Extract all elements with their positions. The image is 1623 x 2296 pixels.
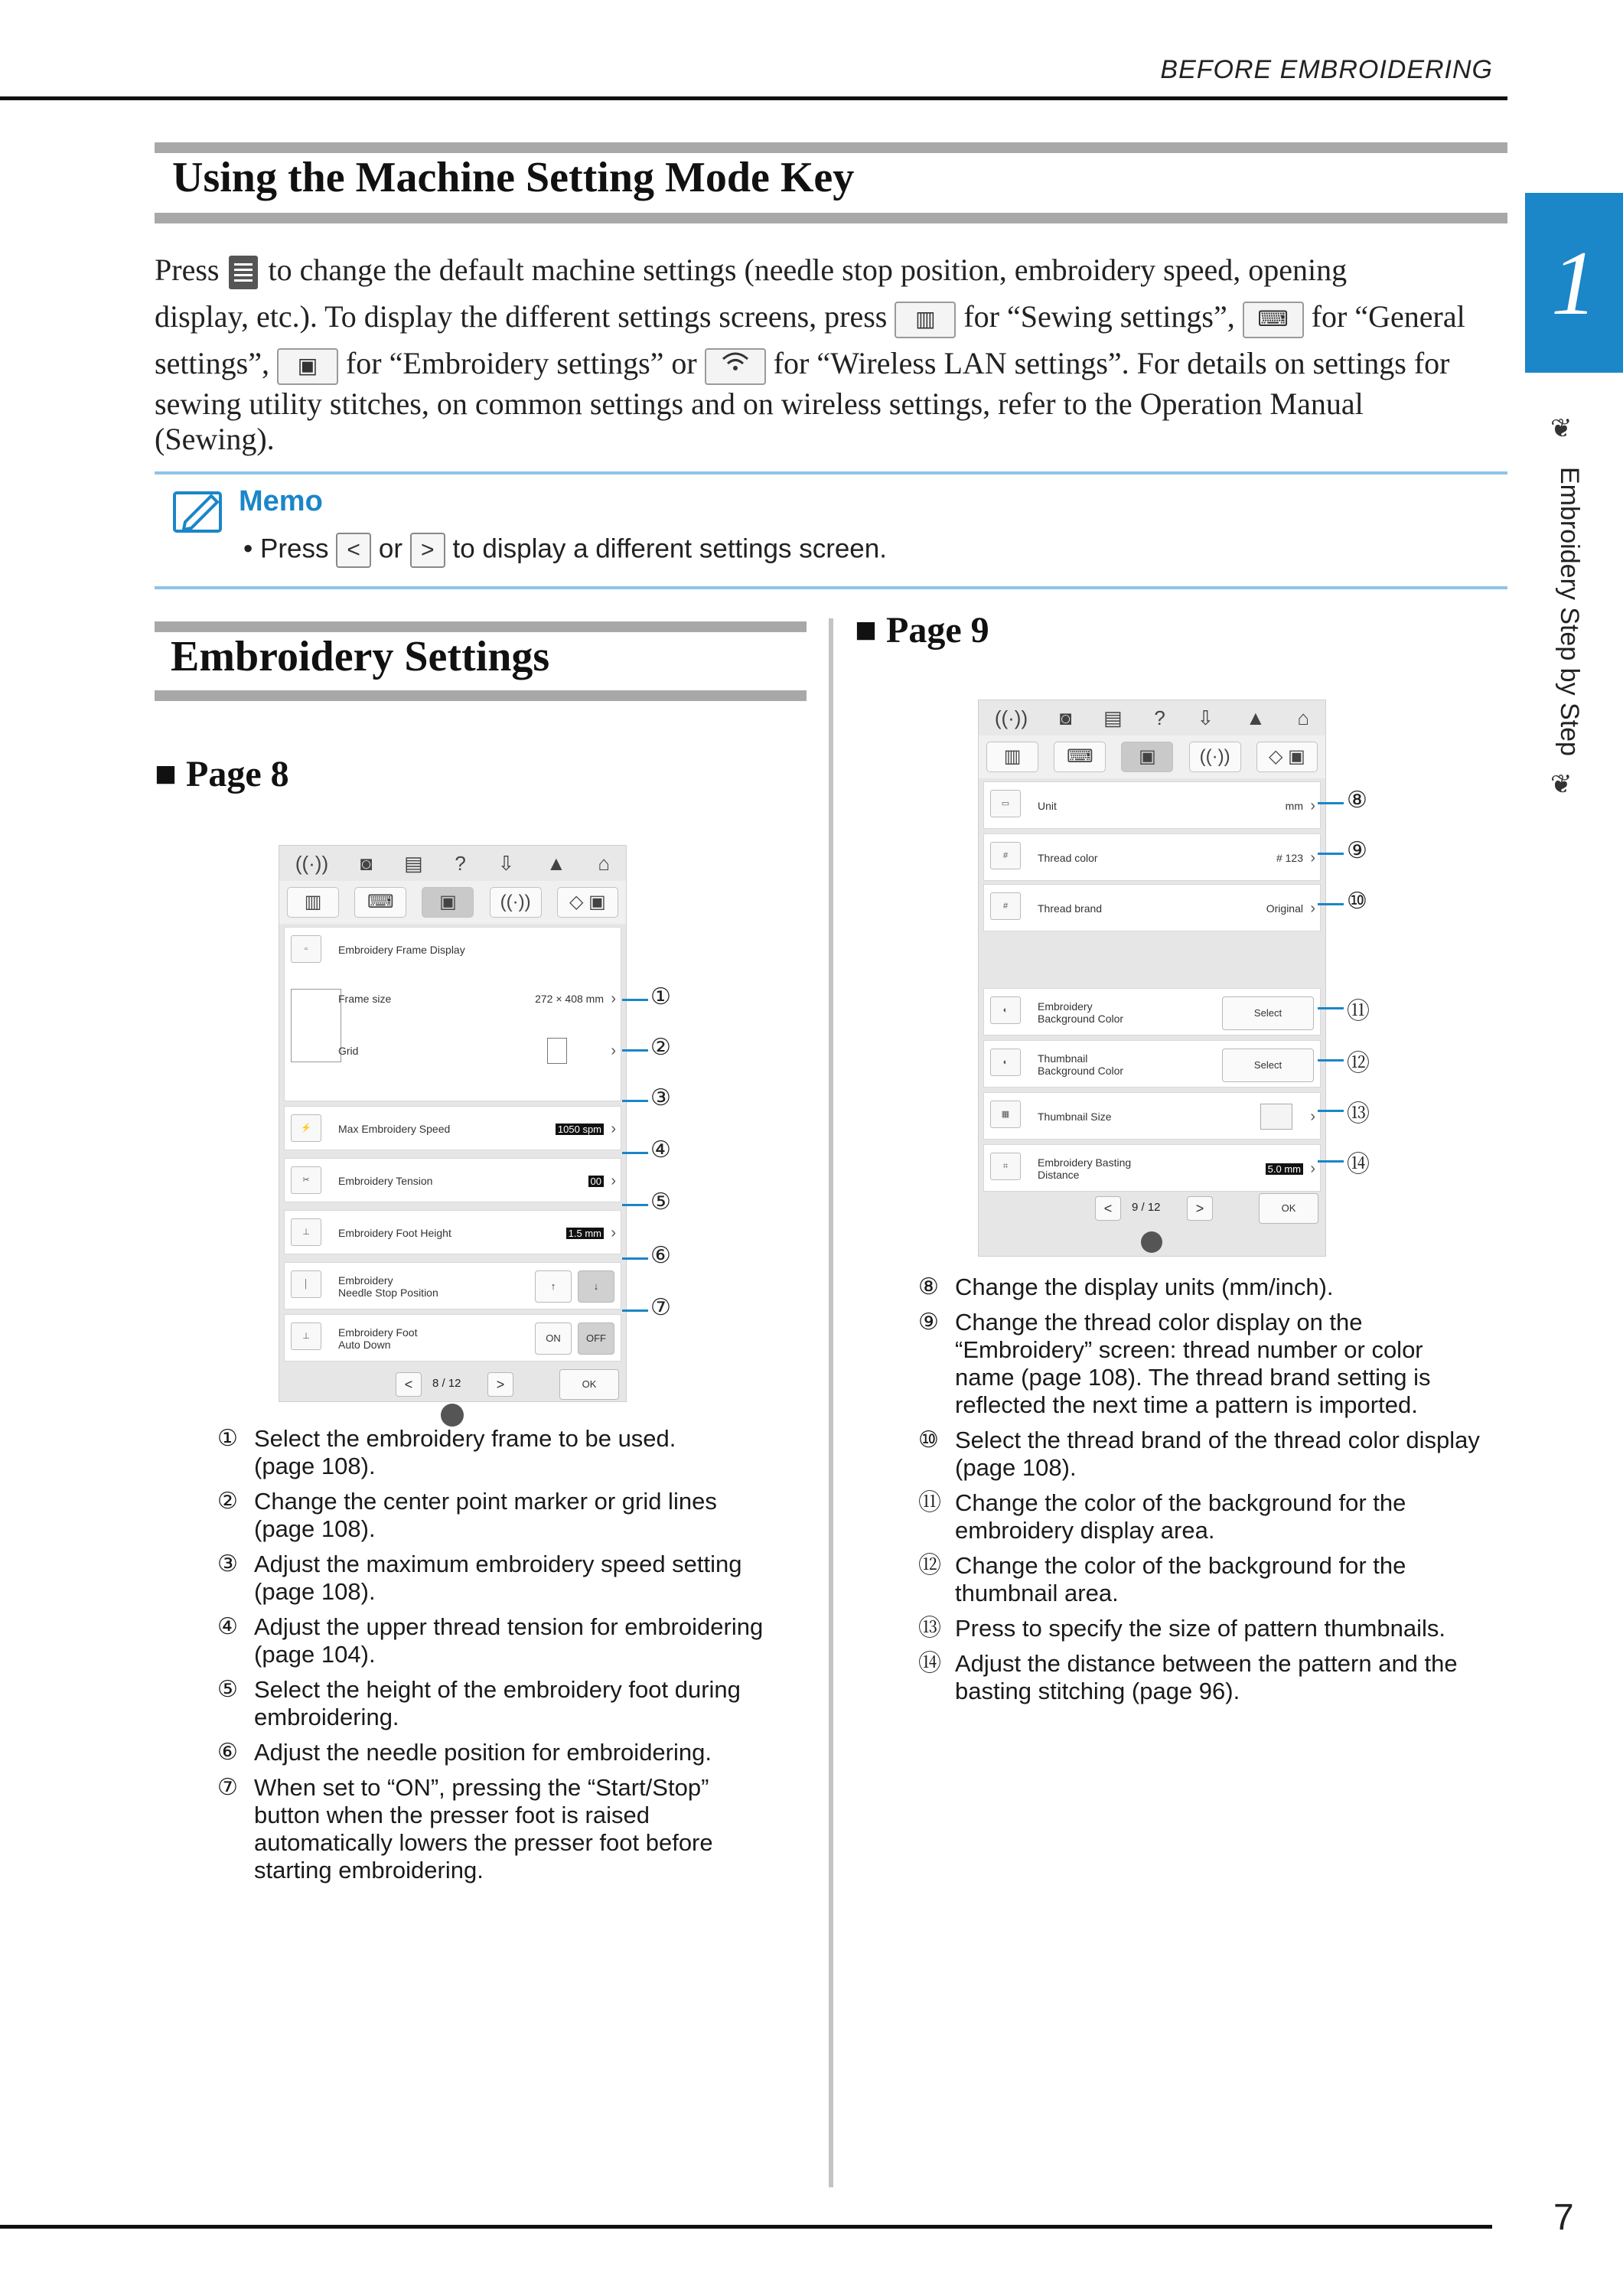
memo-rule-top <box>155 471 1507 475</box>
tab-wireless-settings[interactable]: ((·)) <box>1189 742 1241 772</box>
callout-line <box>622 1309 648 1312</box>
tab-embroidery-settings[interactable]: ▣ <box>1121 742 1173 772</box>
top-toolbar <box>279 846 626 881</box>
next-page-button[interactable]: > <box>1187 1196 1213 1221</box>
needle-stop-row <box>284 1262 621 1309</box>
frame-preview <box>291 989 341 1062</box>
home-icon[interactable]: ⌂ <box>598 851 611 875</box>
select-button[interactable]: Select <box>1222 996 1314 1030</box>
tab-general-settings[interactable]: ⌨ <box>1054 742 1106 772</box>
basting-icon: ⌗ <box>990 1153 1021 1180</box>
row-label: Max Embroidery Speed <box>338 1123 451 1135</box>
text: • Press <box>243 533 329 564</box>
ok-button[interactable]: OK <box>1259 1193 1318 1224</box>
palette-icon: ◐ <box>990 1049 1021 1076</box>
thread-brand-value: Original <box>1266 902 1303 915</box>
chevron-right-icon[interactable]: › <box>611 1120 616 1137</box>
item-number: ⑦ <box>217 1775 238 1800</box>
item-number: ⑧ <box>918 1274 939 1300</box>
item-text: Adjust the maximum embroidery speed setting (page 108). <box>254 1551 742 1605</box>
row-label: Frame size <box>338 993 392 1005</box>
item-number: ⑪ <box>918 1490 941 1515</box>
embroidery-settings-key-icon: ▣ <box>277 348 338 385</box>
section-bar-bottom <box>155 690 807 701</box>
chevron-left-icon: < <box>336 533 371 568</box>
chapter-tab: 1 <box>1525 193 1623 373</box>
callout-line <box>1318 1110 1344 1112</box>
sewing-settings-key-icon: ▥ <box>895 302 956 338</box>
memo-text <box>243 533 887 568</box>
item-number: ⑬ <box>918 1616 941 1641</box>
callout-line <box>622 999 648 1001</box>
running-header: BEFORE EMBROIDERING <box>1160 55 1493 84</box>
section-title: Using the Machine Setting Mode Key <box>172 154 855 201</box>
chevron-right-icon[interactable]: › <box>1310 1108 1315 1125</box>
callout-number: ① <box>650 984 671 1009</box>
text: to display a different settings screen. <box>452 533 887 564</box>
emb-bg-row <box>983 988 1321 1035</box>
item-text: Select the thread brand of the thread color display (page 108). <box>955 1427 1480 1481</box>
frame-icon: ▫ <box>291 935 321 963</box>
item-number: ⑫ <box>918 1553 941 1578</box>
settings-key-icon[interactable]: ▤ <box>1103 706 1123 729</box>
row-label: Embroidery Foot Auto Down <box>338 1326 418 1351</box>
ruler-icon: ▭ <box>990 790 1021 817</box>
frame-size-value[interactable]: 272 × 408 mm <box>535 993 604 1005</box>
intro-paragraph <box>155 246 1509 457</box>
text: (Sewing). <box>155 422 275 456</box>
text: for “General <box>1311 299 1465 334</box>
wireless-settings-key-icon <box>705 348 766 385</box>
basting-value: 5.0 mm <box>1266 1163 1303 1175</box>
needle-icon: │ <box>291 1270 321 1298</box>
row-label: Thumbnail Size <box>1038 1110 1112 1123</box>
text: Press <box>155 253 220 287</box>
top-toolbar <box>979 700 1325 735</box>
thread-icon[interactable]: ⇩ <box>497 851 515 875</box>
prev-page-button[interactable]: < <box>1095 1196 1121 1221</box>
item-text: Select the height of the embroidery foot during embroidering. <box>254 1676 741 1730</box>
text: for “Wireless LAN settings”. For details on settings for <box>773 346 1450 380</box>
row-label: Embroidery Frame Display <box>338 944 465 956</box>
home-icon[interactable]: ⌂ <box>1297 706 1310 729</box>
foot-icon: ⊥ <box>291 1322 321 1350</box>
thread-brand-icon: # <box>990 892 1021 920</box>
item-text: Change the color of the background for the thumbnail area. <box>955 1552 1406 1606</box>
tension-value: 00 <box>588 1176 604 1187</box>
callout-line <box>622 1152 648 1154</box>
section-bar-top <box>155 621 807 632</box>
callout-number: ⑧ <box>1347 788 1367 813</box>
wifi-icon[interactable]: ((·)) <box>295 851 329 875</box>
foot-auto-row <box>284 1314 621 1362</box>
page8-screenshot <box>279 845 627 1402</box>
item-text: Adjust the distance between the pattern and the basting stitching (page 96). <box>955 1650 1458 1704</box>
page9-screenshot <box>978 700 1326 1257</box>
section-title: Embroidery Settings <box>171 633 550 680</box>
item-number: ① <box>217 1426 238 1451</box>
page-indicator: 8 / 12 <box>432 1377 461 1390</box>
row-label: Thread color <box>1038 852 1098 864</box>
unit-value: mm <box>1285 800 1303 812</box>
item-text: Select the embroidery frame to be used. (page 108). <box>254 1425 676 1479</box>
item-text: When set to “ON”, pressing the “Start/Stop” button when the presser foot is raised automatically lowers the presser foot before starting embroidering. <box>254 1774 713 1883</box>
section-bar-top <box>155 142 1507 153</box>
item-text: Change the display units (mm/inch). <box>955 1274 1334 1300</box>
callout-line <box>1318 1160 1344 1163</box>
row-label: Embroidery Needle Stop Position <box>338 1274 438 1299</box>
callout-line <box>1318 903 1344 905</box>
callout-number: ⑪ <box>1347 999 1370 1024</box>
prev-page-button[interactable]: < <box>396 1372 422 1397</box>
frame-display-group <box>284 927 621 1101</box>
speed-value: 1050 spm <box>556 1124 604 1135</box>
speed-icon: ⚡ <box>291 1114 321 1142</box>
text: for “Sewing settings”, <box>963 299 1235 334</box>
thread-brand-row[interactable] <box>983 884 1321 931</box>
callout-line <box>622 1204 648 1206</box>
chevron-right-icon[interactable]: › <box>611 1042 616 1059</box>
thread-color-value: # 123 <box>1276 852 1303 864</box>
page-indicator: 9 / 12 <box>1132 1201 1161 1214</box>
item-text: Adjust the upper thread tension for embroidering (page 104). <box>254 1613 764 1668</box>
callout-number: ⑨ <box>1347 838 1367 863</box>
callout-number: ⑤ <box>650 1189 671 1215</box>
callout-number: ② <box>650 1035 671 1060</box>
tab-sewing-settings[interactable]: ▥ <box>287 887 339 918</box>
item-number: ⑨ <box>918 1309 939 1335</box>
camera-icon[interactable]: ◙ <box>1059 706 1072 729</box>
item-number: ④ <box>217 1614 238 1639</box>
thumb-bg-row <box>983 1040 1321 1088</box>
thumbnail-preview <box>1260 1104 1292 1130</box>
close-icon[interactable] <box>441 1404 464 1427</box>
general-settings-key-icon: ⌨ <box>1243 302 1304 338</box>
max-speed-row[interactable] <box>284 1106 621 1150</box>
chevron-right-icon: > <box>410 533 445 568</box>
settings-key-icon[interactable]: ▤ <box>404 851 423 875</box>
footer-rule <box>0 2225 1492 2229</box>
thread-color-row[interactable] <box>983 833 1321 881</box>
select-button[interactable]: Select <box>1222 1049 1314 1082</box>
callout-line <box>1318 1059 1344 1062</box>
callout-number: ⑫ <box>1347 1051 1370 1076</box>
callout-line <box>622 1049 648 1052</box>
settings-tabs <box>979 735 1325 778</box>
row-label: Thread brand <box>1038 902 1103 915</box>
thumbnail-icon: ▦ <box>990 1101 1021 1128</box>
item-text: Press to specify the size of pattern thumbnails. <box>955 1615 1445 1642</box>
callout-number: ⑭ <box>1347 1152 1370 1177</box>
callout-line <box>1318 1007 1344 1009</box>
callout-number: ⑥ <box>650 1243 671 1268</box>
callout-number: ⑬ <box>1347 1101 1370 1127</box>
thread-color-icon: # <box>990 842 1021 869</box>
column-divider <box>829 618 833 2187</box>
callout-number: ③ <box>650 1085 671 1110</box>
text: settings”, <box>155 346 269 380</box>
text: or <box>378 533 403 564</box>
chevron-right-icon[interactable]: › <box>1310 900 1315 917</box>
close-icon[interactable] <box>1141 1231 1162 1253</box>
camera-icon[interactable]: ◙ <box>360 851 373 875</box>
settings-tabs <box>279 881 626 924</box>
item-text: Change the thread color display on the “Embroidery” screen: thread number or color name (page 108). The thread brand setting is reflected the next time a pattern is imported. <box>955 1309 1431 1418</box>
next-page-button[interactable]: > <box>487 1372 513 1397</box>
callout-line <box>622 1257 648 1260</box>
row-label: Thumbnail Background Color <box>1038 1052 1124 1077</box>
callout-number: ⑦ <box>650 1295 671 1320</box>
row-label: Unit <box>1038 800 1057 812</box>
ornament-icon: ❦ <box>1550 770 1572 799</box>
side-label: Embroidery Step by Step <box>1555 467 1584 756</box>
chevron-right-icon[interactable]: › <box>611 1172 616 1189</box>
tab-sewing-settings[interactable]: ▥ <box>986 742 1038 772</box>
text: to change the default machine settings (needle stop position, embroidery speed, opening <box>268 253 1348 287</box>
item-number: ③ <box>217 1551 238 1577</box>
needle-up-button[interactable]: ↑ <box>535 1270 572 1303</box>
ornament-icon: ❦ <box>1550 414 1572 443</box>
chevron-right-icon[interactable]: › <box>1310 797 1315 814</box>
thread-icon[interactable]: ⇩ <box>1197 706 1214 729</box>
on-button[interactable]: ON <box>535 1322 572 1355</box>
tab-embroidery-settings[interactable]: ▣ <box>422 887 474 918</box>
memo-title: Memo <box>239 485 323 517</box>
item-number: ② <box>217 1489 238 1514</box>
chevron-right-icon[interactable]: › <box>611 990 616 1007</box>
item-number: ⑩ <box>918 1427 939 1453</box>
help-icon[interactable]: ? <box>455 851 466 875</box>
item-text: Change the color of the background for the embroidery display area. <box>955 1489 1406 1544</box>
tab-extra[interactable]: ◇ ▣ <box>557 887 618 918</box>
foot-icon: ⊥ <box>291 1218 321 1246</box>
foot-height-row[interactable] <box>284 1210 621 1254</box>
lock-icon[interactable]: ▲ <box>546 851 566 875</box>
row-label: Grid <box>338 1045 359 1057</box>
tab-general-settings[interactable]: ⌨ <box>354 887 406 918</box>
chevron-right-icon[interactable]: › <box>611 1225 616 1241</box>
tension-icon: ✂ <box>291 1166 321 1194</box>
tension-row[interactable] <box>284 1158 621 1202</box>
item-text: Adjust the needle position for embroidering. <box>254 1739 712 1766</box>
callout-line <box>1318 853 1344 855</box>
header-rule <box>0 96 1507 100</box>
memo-icon <box>171 487 227 540</box>
tab-wireless-settings[interactable]: ((·)) <box>490 887 542 918</box>
callout-line <box>622 1100 648 1102</box>
section-bar-bottom <box>155 213 1507 223</box>
foot-height-value: 1.5 mm <box>566 1228 604 1239</box>
needle-down-button[interactable]: ↓ <box>578 1270 614 1303</box>
page8-heading: ■ Page 8 <box>155 754 289 794</box>
row-label: Embroidery Foot Height <box>338 1227 451 1239</box>
palette-icon: ◐ <box>990 996 1021 1024</box>
off-button[interactable]: OFF <box>578 1322 614 1355</box>
callout-number: ⑩ <box>1347 889 1367 914</box>
item-number: ⑭ <box>918 1651 941 1676</box>
tab-extra[interactable]: ◇ ▣ <box>1256 742 1318 772</box>
grid-preview[interactable] <box>547 1038 567 1064</box>
text: sewing utility stitches, on common settings and on wireless settings, refer to the Operation Manual <box>155 386 1364 421</box>
wifi-icon[interactable]: ((·)) <box>994 706 1028 729</box>
chevron-right-icon[interactable]: › <box>1310 1160 1315 1177</box>
page-number: 7 <box>1553 2197 1574 2238</box>
chevron-right-icon[interactable]: › <box>1310 850 1315 866</box>
unit-row[interactable] <box>983 781 1321 829</box>
row-label: Embroidery Basting Distance <box>1038 1156 1132 1181</box>
basting-row[interactable] <box>983 1144 1321 1192</box>
settings-key-icon <box>227 255 260 292</box>
item-number: ⑥ <box>217 1740 238 1765</box>
lock-icon[interactable]: ▲ <box>1245 706 1266 729</box>
thumb-size-row[interactable] <box>983 1092 1321 1140</box>
help-icon[interactable]: ? <box>1154 706 1165 729</box>
item-text: Change the center point marker or grid lines (page 108). <box>254 1488 717 1542</box>
ok-button[interactable]: OK <box>559 1369 619 1400</box>
text: for “Embroidery settings” or <box>345 346 697 380</box>
callout-line <box>1318 802 1344 804</box>
memo-rule-bottom <box>155 586 1507 589</box>
page9-heading: ■ Page 9 <box>855 610 989 651</box>
item-number: ⑤ <box>217 1677 238 1702</box>
text: display, etc.). To display the different settings screens, press <box>155 299 888 334</box>
row-label: Embroidery Background Color <box>1038 1000 1124 1025</box>
row-label: Embroidery Tension <box>338 1175 433 1187</box>
callout-number: ④ <box>650 1137 671 1163</box>
